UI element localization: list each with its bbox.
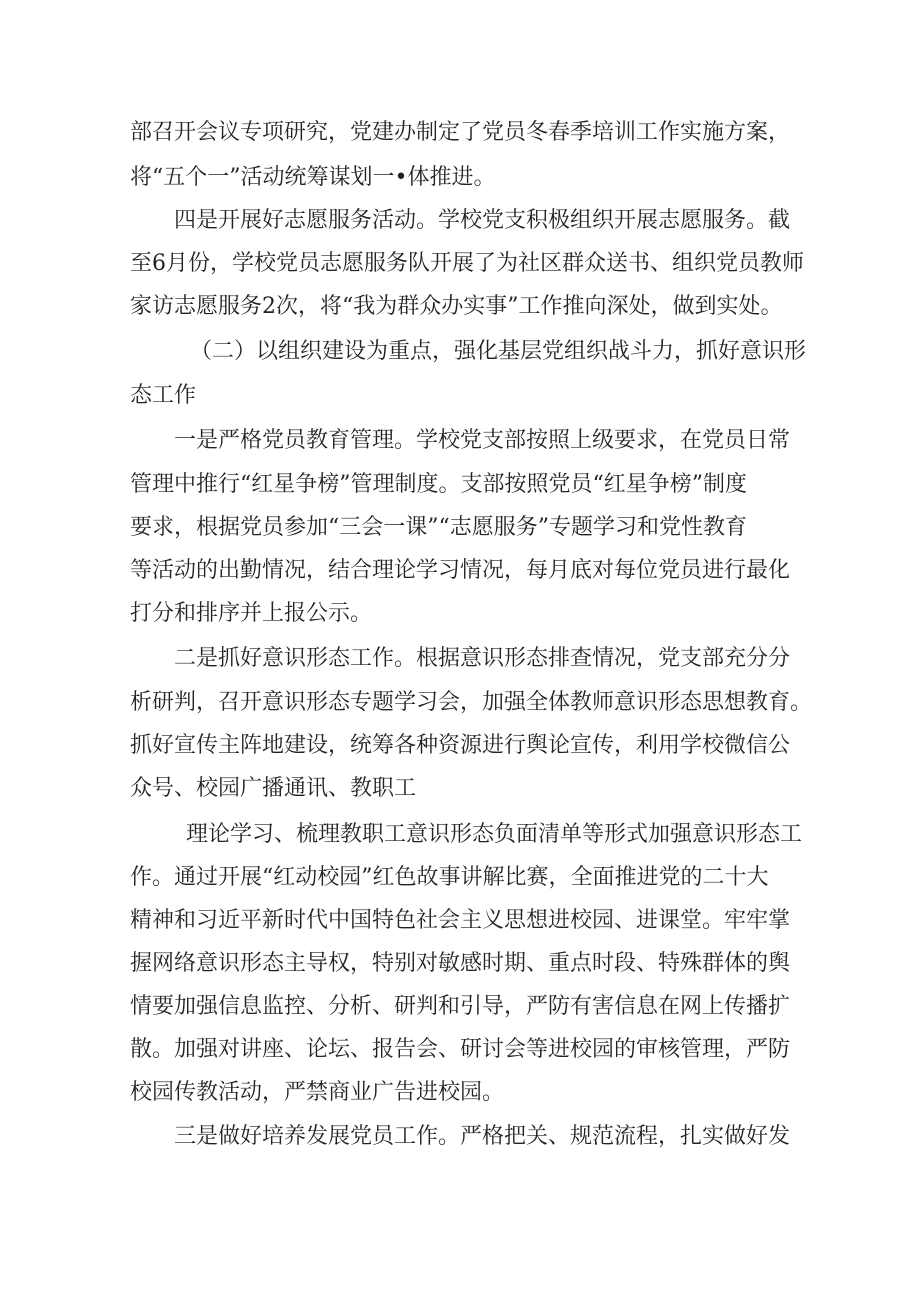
- text-line: 部召开会议专项研究，党建办制定了党员冬春季培训工作实施方案，: [130, 120, 791, 145]
- text-line: 管理中推行“红星争榜”管理制度。支部按照党员“红星争榜”制度: [130, 472, 747, 497]
- text-line: 将“五个一”活动统筹谋划一•体推进。: [130, 165, 496, 190]
- text-line: 家访志愿服务2次，将“我为群众办实事”工作推向深处，做到实处。: [130, 294, 783, 319]
- text-line: 至6月份，学校党员志愿服务队开展了为社区群众送书、组织党员教师: [130, 251, 804, 276]
- text-line: 散。加强对讲座、论坛、报告会、研讨会等进校园的审核管理，严防: [130, 1037, 791, 1062]
- text-line: 要求，根据党员参加“三会一课”“志愿服务”专题学习和党性教育: [130, 515, 747, 540]
- section-heading-line: （二）以组织建设为重点，强化基层党组织战斗力，抓好意识形: [190, 339, 807, 364]
- text-line: 二是抓好意识形态工作。根据意识形态排查情况，党支部充分分: [174, 646, 791, 671]
- text-line: 抓好宣传主阵地建设，统筹各种资源进行舆论宣传，利用学校微信公: [130, 733, 791, 758]
- text-line: 三是做好培养发展党员工作。严格把关、规范流程，扎实做好发: [174, 1124, 791, 1149]
- text-line: 精神和习近平新时代中国特色社会主义思想进校园、进课堂。牢牢掌: [130, 908, 791, 933]
- text-line: 校园传教活动，严禁商业广告进校园。: [130, 1080, 505, 1105]
- text-line: 作。通过开展“红动校园”红色故事讲解比赛，全面推进党的二十大: [130, 865, 769, 890]
- text-line: 一是严格党员教育管理。学校党支部按照上级要求，在党员日常: [174, 428, 791, 453]
- section-heading-line: 态工作: [130, 383, 197, 408]
- text-line: 析研判，召开意识形态专题学习会，加强全体教师意识形态思想教育。: [130, 690, 813, 715]
- text-line: 握网络意识形态主导权，特别对敏感时期、重点时段、特殊群体的舆: [130, 951, 791, 976]
- text-line: 等活动的出勤情况，结合理论学习情况，每月底对每位党员进行最化: [130, 558, 791, 583]
- text-line: 四是开展好志愿服务活动。学校党支积极组织开展志愿服务。截: [174, 208, 791, 233]
- text-line: 众号、校园广播通讯、教职工: [130, 776, 417, 801]
- text-line: 打分和排序并上报公示。: [130, 601, 373, 626]
- text-line: 理论学习、梳理教职工意识形态负面清单等形式加强意识形态工: [186, 822, 803, 847]
- text-line: 情要加强信息监控、分析、研判和引导，严防有害信息在网上传播扩: [130, 994, 791, 1019]
